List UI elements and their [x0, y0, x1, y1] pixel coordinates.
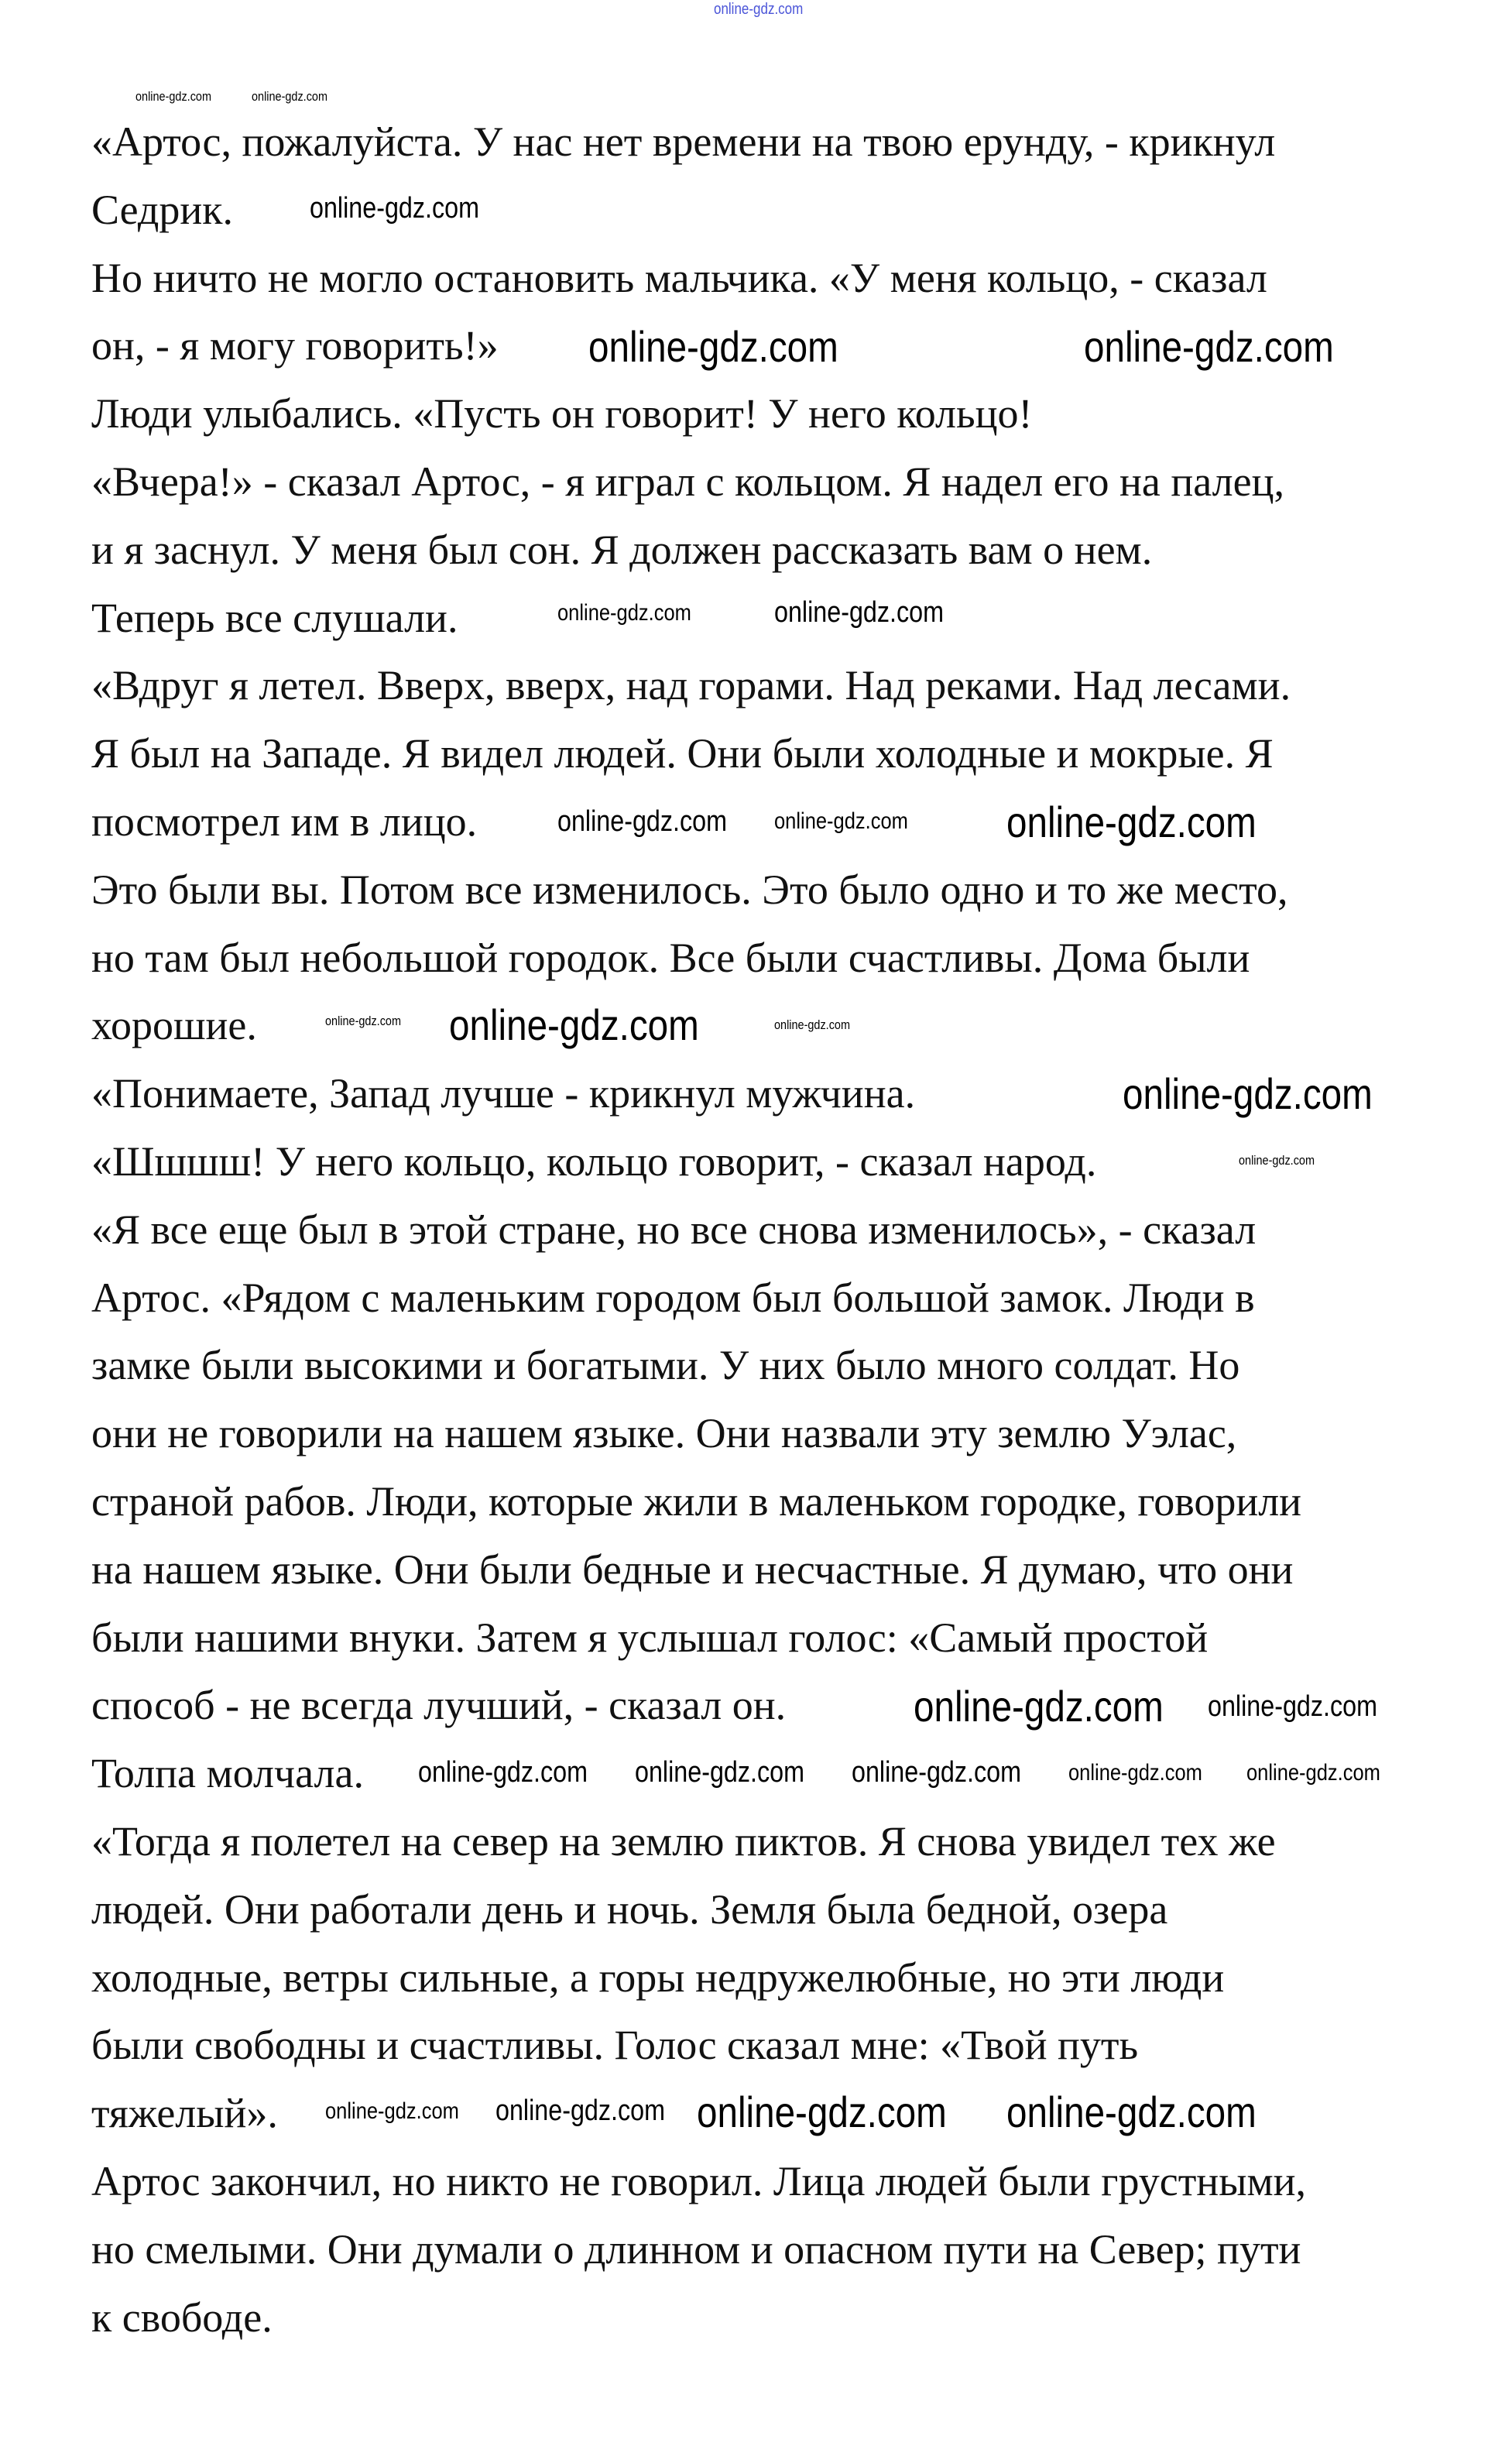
watermark: online-gdz.com [449, 1000, 699, 1049]
text-line: «Тогда я полетел на север на землю пиктов. Я снова увидел тех же [91, 1817, 1276, 1865]
text-line: Артос. «Рядом с маленьким городом был большой замок. Люди в [91, 1274, 1255, 1321]
text-line: «Артос, пожалуйста. У нас нет времени на твою ерунду, - крикнул [91, 118, 1276, 165]
watermark: online-gdz.com [135, 89, 211, 104]
watermark: online-gdz.com [325, 2098, 459, 2124]
text-line: «Я все еще был в этой стране, но все снова изменилось», - сказал [91, 1206, 1257, 1253]
text-line: холодные, ветры сильные, а горы недружелюбные, но эти люди [91, 1954, 1225, 2001]
watermark: online-gdz.com [774, 1017, 850, 1032]
watermark: online-gdz.com [557, 600, 691, 626]
text-line: Теперь все слушали. [91, 594, 458, 641]
text-line: Я был на Западе. Я видел людей. Они были холодные и мокрые. Я [91, 730, 1274, 777]
text-line: способ - не всегда лучший, - сказал он. [91, 1682, 787, 1729]
text-line: тяжелый». [91, 2090, 278, 2137]
watermark: online-gdz.com [325, 1014, 401, 1028]
text-line: Артос закончил, но никто не говорил. Лица людей были грустными, [91, 2157, 1307, 2204]
watermark: online-gdz.com [714, 1, 804, 18]
text-line: Люди улыбались. «Пусть он говорит! У него кольцо! [91, 390, 1033, 437]
watermark: online-gdz.com [588, 322, 838, 371]
watermark: online-gdz.com [310, 192, 480, 225]
text-line: Толпа молчала. [91, 1750, 364, 1797]
text-line: посмотрел им в лицо. [91, 798, 478, 845]
watermark: online-gdz.com [1123, 1069, 1373, 1118]
watermark: online-gdz.com [774, 596, 945, 629]
text-line: «Вдруг я летел. Вверх, вверх, над горами. Над реками. Над лесами. [91, 662, 1291, 709]
watermark: online-gdz.com [1246, 1760, 1380, 1786]
watermark: online-gdz.com [852, 1756, 1022, 1789]
story-text [91, 108, 1454, 2352]
watermark: online-gdz.com [557, 805, 728, 838]
watermark: online-gdz.com [1084, 322, 1334, 371]
text-line: но смелыми. Они думали о длинном и опасном пути на Север; пути [91, 2225, 1301, 2273]
text-line: и я заснул. У меня был сон. Я должен рассказать вам о нем. [91, 526, 1153, 573]
watermark: online-gdz.com [774, 808, 908, 834]
watermark: online-gdz.com [495, 2094, 666, 2127]
text-line: замке были высокими и богатыми. У них было много солдат. Но [91, 1342, 1240, 1389]
watermark: online-gdz.com [252, 89, 327, 104]
watermark: online-gdz.com [1006, 798, 1257, 846]
text-line: хорошие. [91, 1002, 257, 1049]
text-line: «Вчера!» - сказал Артос, - я играл с кольцом. Я надел его на палец, [91, 458, 1284, 505]
watermark: online-gdz.com [635, 1756, 805, 1789]
text-line: на нашем языке. Они были бедные и несчастные. Я думаю, что они [91, 1546, 1294, 1593]
watermark: online-gdz.com [1239, 1153, 1315, 1168]
watermark: online-gdz.com [1006, 2088, 1257, 2136]
watermark: online-gdz.com [1208, 1690, 1378, 1723]
text-line: но там был небольшой городок. Все были счастливы. Дома были [91, 934, 1250, 981]
text-line: людей. Они работали день и ночь. Земля была бедной, озера [91, 1885, 1168, 1933]
text-line: страной рабов. Люди, которые жили в маленьком городке, говорили [91, 1477, 1302, 1525]
text-line: «Шшшш! У него кольцо, кольцо говорит, - сказал народ. [91, 1137, 1097, 1185]
watermark: online-gdz.com [418, 1756, 588, 1789]
watermark: online-gdz.com [697, 2088, 947, 2136]
text-line: Но ничто не могло остановить мальчика. «У меня кольцо, - сказал [91, 254, 1267, 301]
text-line: «Понимаете, Запад лучше - крикнул мужчина. [91, 1070, 916, 1117]
text-line: он, - я могу говорить!» [91, 322, 499, 369]
text-line: были нашими внуки. Затем я услышал голос: «Самый простой [91, 1614, 1209, 1661]
text-line: Седрик. [91, 186, 234, 233]
watermark: online-gdz.com [1068, 1760, 1202, 1786]
text-line: к свободе. [91, 2293, 273, 2341]
text-line: были свободны и счастливы. Голос сказал мне: «Твой путь [91, 2022, 1139, 2069]
watermark: online-gdz.com [914, 1682, 1164, 1731]
text-line: они не говорили на нашем языке. Они назвали эту землю Уэлас, [91, 1410, 1237, 1457]
text-line: Это были вы. Потом все изменилось. Это было одно и то же место, [91, 866, 1288, 913]
